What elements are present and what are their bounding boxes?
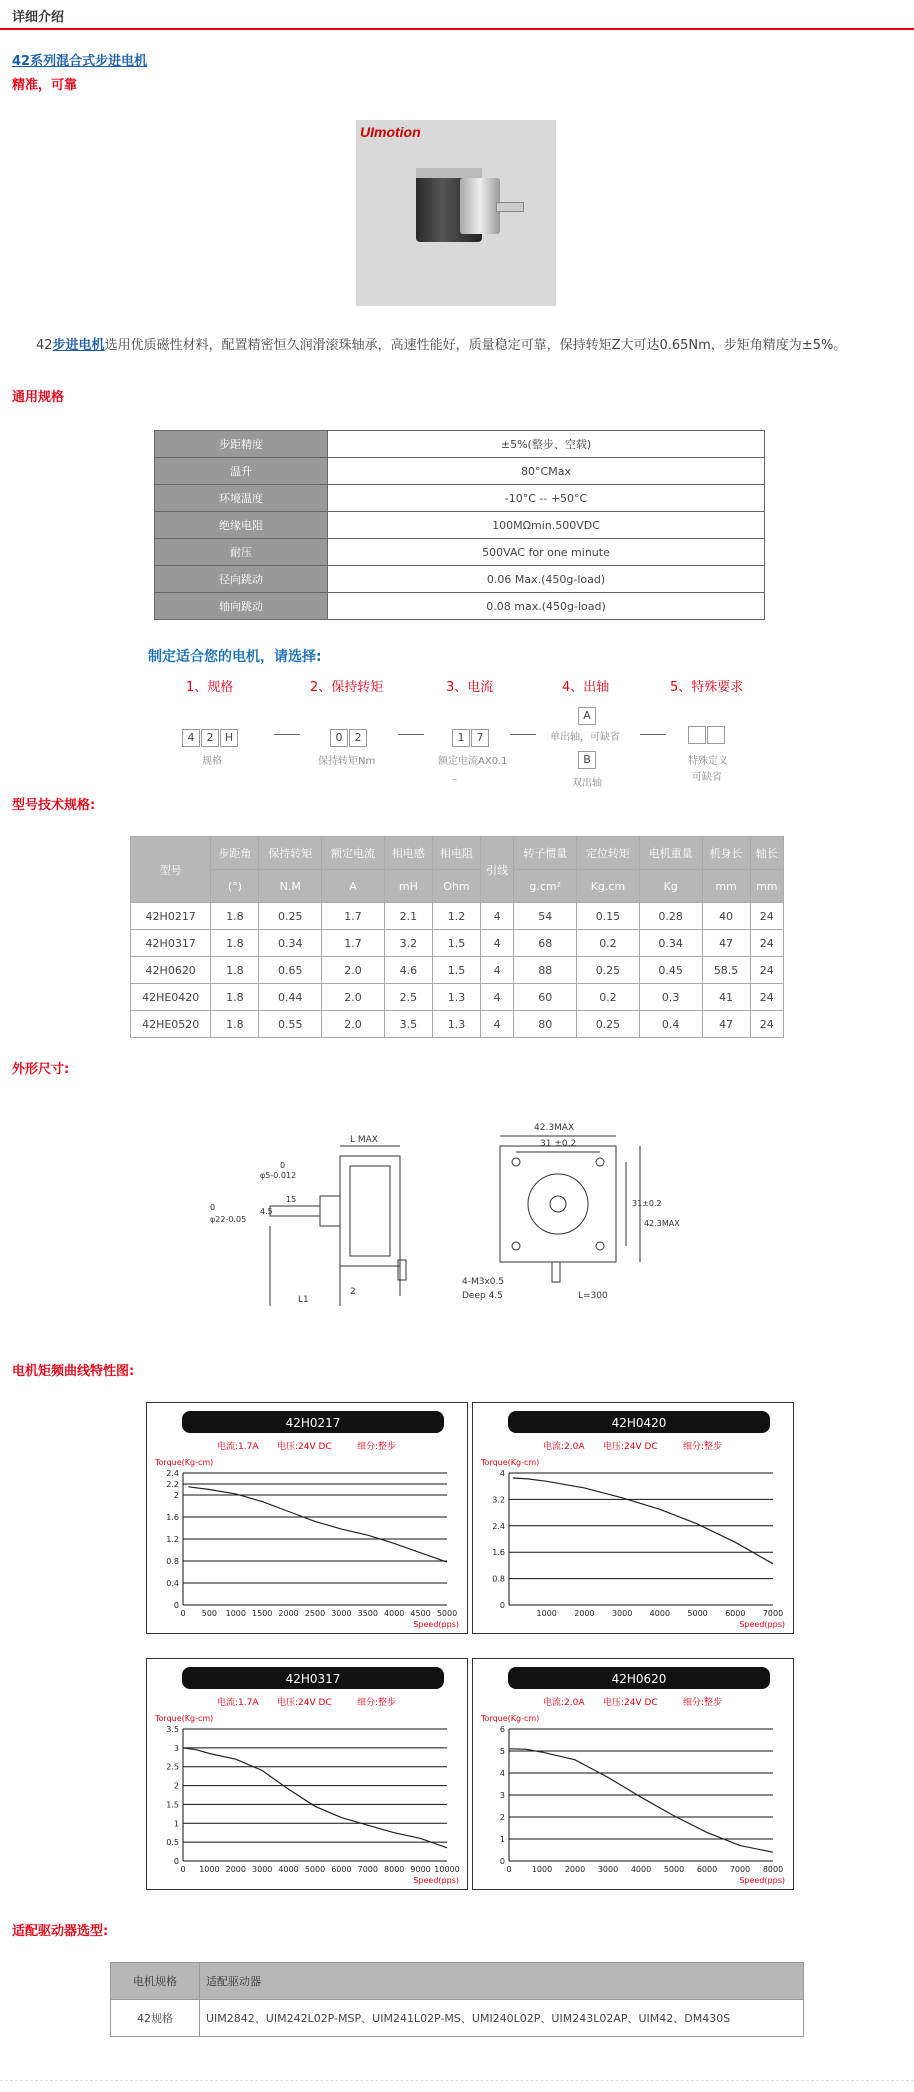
chart-xtick: 5000	[436, 1609, 458, 1618]
chart-xtick: 9000	[410, 1865, 431, 1874]
chart-ytick: 2.4	[492, 1521, 505, 1531]
spec-key: 径向跳动	[155, 566, 328, 593]
model-cell: 0.45	[639, 957, 702, 984]
model-cell: 0.2	[577, 930, 640, 957]
model-row	[131, 984, 784, 1011]
model-cell: 42H0620	[131, 957, 211, 984]
model-col-unit: mm	[750, 870, 783, 903]
side-shaft	[270, 1206, 320, 1216]
chart-ytick: 0	[499, 1857, 505, 1866]
spec-value: -10°C -- +50°C	[328, 485, 765, 512]
spec-row	[155, 566, 765, 593]
model-cell: 24	[750, 930, 783, 957]
chart-xtick: 7000	[357, 1865, 378, 1874]
dim-22-tol: 0	[210, 1203, 216, 1212]
model-spec-heading: 型号技术规格:	[12, 798, 96, 813]
model-cell: 47	[702, 930, 750, 957]
chart-title: 42H0217	[285, 1416, 341, 1430]
label-torque: 保持转矩Nm	[318, 756, 376, 767]
model-col-unit: mm	[702, 870, 750, 903]
chart-info: 电流:1.7A	[217, 1698, 259, 1708]
chart-xtick: 0	[180, 1865, 186, 1874]
chart-title: 42H0317	[285, 1672, 341, 1686]
model-col-unit: Kg.cm	[577, 870, 640, 903]
spec-row	[155, 431, 765, 458]
chart-ytick: 1	[499, 1835, 505, 1844]
chart-xtick: 3500	[357, 1609, 378, 1618]
chart-xtick: 0	[180, 1609, 186, 1618]
dim-lead-length: L=300	[578, 1291, 608, 1301]
chart-xtick: 2000	[278, 1609, 299, 1618]
label-b: 双出轴	[572, 778, 602, 789]
torque-curve	[513, 1478, 773, 1564]
model-cell: 1.5	[432, 957, 480, 984]
chart-xtick: 3000	[252, 1865, 273, 1874]
model-cell: 1.8	[211, 984, 259, 1011]
chart-ytick: 3	[173, 1743, 179, 1753]
dim-l1: L1	[298, 1295, 309, 1305]
section-title: 详细介绍	[12, 10, 65, 25]
model-cell: 40	[702, 903, 750, 930]
model-cell: 0.25	[259, 903, 322, 930]
chart-info: 细分:整步	[683, 1698, 723, 1708]
chart-ytick: 2	[173, 1781, 179, 1791]
desc-text: 选用优质磁性材料，配置精密恒久润滑滚珠轴承，高速性能好，质量稳定可靠，保持转矩Z大可达0.65Nm，步矩角精度为±5%。	[104, 338, 847, 353]
model-col-unit: Ohm	[432, 870, 480, 903]
model-cell: 2.5	[384, 984, 432, 1011]
chart-ytick: 0	[173, 1601, 179, 1610]
model-cell: 24	[750, 984, 783, 1011]
section-header	[0, 0, 914, 30]
model-cell: 3.2	[384, 930, 432, 957]
model-cell: 0.25	[577, 957, 640, 984]
product-image	[356, 120, 556, 306]
model-col-unit: N.M	[259, 870, 322, 903]
code-box: H	[220, 729, 238, 747]
model-cell: 2.1	[384, 903, 432, 930]
model-cell: 0.44	[259, 984, 322, 1011]
dim-depth: Deep 4.5	[462, 1291, 503, 1301]
front-body	[500, 1146, 616, 1262]
chart-ytick: 0.5	[166, 1838, 179, 1848]
model-cell: 42H0217	[131, 903, 211, 930]
code-box: 2	[201, 729, 219, 747]
spec-key: 绝缘电阻	[155, 512, 328, 539]
label-spec: 规格	[202, 756, 222, 767]
chart-info: 电压:24V DC	[603, 1442, 658, 1452]
model-cell: 2.0	[322, 1011, 385, 1038]
chart-xtick: 3000	[331, 1609, 352, 1618]
chart-info: 细分:整步	[357, 1698, 397, 1708]
model-row	[131, 1011, 784, 1038]
spec-row	[155, 512, 765, 539]
model-cell: 42HE0520	[131, 1011, 211, 1038]
model-cell: 0.34	[639, 930, 702, 957]
spec-value: 0.06 Max.(450g-load)	[328, 566, 765, 593]
code-box	[688, 726, 706, 744]
product-description	[36, 334, 906, 353]
model-col-header: 引线	[480, 837, 513, 903]
torque-chart	[146, 1402, 468, 1634]
code-box: 1	[452, 729, 470, 747]
model-col-unit: (°)	[211, 870, 259, 903]
model-col-header: 轴长	[750, 837, 783, 870]
spec-key: 耐压	[155, 539, 328, 566]
model-cell: 24	[750, 1011, 783, 1038]
note-current: –	[452, 774, 457, 785]
chart-xtick: 5000	[304, 1865, 326, 1874]
chart-xtick: 7000	[762, 1609, 784, 1618]
step-special: 5、特殊要求	[670, 680, 744, 695]
dimension-heading: 外形尺寸:	[12, 1062, 70, 1077]
chart-ytick: 3.2	[492, 1495, 505, 1505]
chart-xtick: 1000	[536, 1609, 557, 1618]
model-row	[131, 930, 784, 957]
model-col-header: 型号	[131, 837, 211, 903]
code-box-a	[578, 704, 597, 725]
torque-chart-svg	[147, 1659, 467, 1889]
model-cell: 0.25	[577, 1011, 640, 1038]
dimension-drawing	[210, 1106, 680, 1316]
model-cell: 24	[750, 957, 783, 984]
dim-mount-holes: 4-M3x0.5	[462, 1277, 505, 1287]
chart-title: 42H0620	[611, 1672, 667, 1686]
front-shaft	[550, 1196, 566, 1212]
label-special-a: 特殊定义	[688, 756, 728, 767]
label-special-b: 可缺省	[692, 772, 722, 783]
chart-ytick: 0.8	[166, 1557, 179, 1566]
step-spec: 1、规格	[186, 680, 234, 695]
model-col-header: 电机重量	[639, 837, 702, 870]
model-cell: 24	[750, 903, 783, 930]
motor-shaft	[496, 202, 524, 212]
side-flange	[320, 1196, 340, 1226]
chart-ytick: 6	[499, 1725, 505, 1734]
chart-xtick: 10000	[434, 1865, 460, 1874]
chart-xtick: 0	[506, 1865, 512, 1874]
dim-15: 15	[286, 1195, 297, 1204]
model-cell: 58.5	[702, 957, 750, 984]
separator	[398, 734, 424, 735]
chart-xlabel: Speed(pps)	[413, 1876, 459, 1885]
chart-xtick: 4000	[630, 1865, 652, 1874]
spec-row	[155, 593, 765, 620]
model-cell: 2.0	[322, 984, 385, 1011]
chart-ytick: 5	[499, 1747, 505, 1756]
chart-ylabel: Torque(Kg-cm)	[481, 1714, 540, 1723]
model-cell: 0.15	[577, 903, 640, 930]
code-boxes-spec	[182, 726, 239, 747]
driver-col-spec: 电机规格	[111, 1963, 200, 2000]
chart-xtick: 7000	[729, 1865, 751, 1874]
code-box: 2	[349, 729, 367, 747]
driver-spec: 42规格	[111, 2000, 200, 2037]
model-row	[131, 957, 784, 984]
model-cell: 54	[514, 903, 577, 930]
code-box: A	[578, 707, 596, 725]
model-col-unit: mH	[384, 870, 432, 903]
model-cell: 4	[480, 930, 513, 957]
code-boxes-current	[452, 726, 490, 747]
torque-chart-svg	[473, 1659, 793, 1889]
chart-xtick: 2000	[564, 1865, 586, 1874]
model-spec-table	[130, 836, 784, 1038]
chart-ytick: 4	[499, 1769, 505, 1778]
chart-ytick: 0.4	[166, 1579, 179, 1588]
model-col-header: 相电阻	[432, 837, 480, 870]
model-col-header: 相电感	[384, 837, 432, 870]
ordering-heading: 制定适合您的电机，请选择:	[148, 649, 322, 665]
step-torque: 2、保持转矩	[310, 680, 384, 695]
model-col-header: 转子惯量	[514, 837, 577, 870]
chart-info: 电压:24V DC	[277, 1442, 332, 1452]
chart-info: 电压:24V DC	[277, 1698, 332, 1708]
model-cell: 1.8	[211, 903, 259, 930]
chart-title: 42H0420	[611, 1416, 667, 1430]
spec-value: 80°CMax	[328, 458, 765, 485]
spec-key: 温升	[155, 458, 328, 485]
chart-xtick: 5000	[663, 1865, 685, 1874]
model-cell: 2.0	[322, 957, 385, 984]
label-current: 额定电流AX0.1	[438, 756, 508, 767]
motor-flange	[460, 178, 500, 234]
chart-ytick: 1.5	[166, 1800, 179, 1810]
dim-lmax: L MAX	[350, 1135, 378, 1145]
model-cell: 60	[514, 984, 577, 1011]
spec-key: 步距精度	[155, 431, 328, 458]
chart-ytick: 0	[173, 1857, 179, 1866]
model-cell: 1.7	[322, 903, 385, 930]
step-shaft: 4、出轴	[562, 680, 610, 695]
spec-row	[155, 458, 765, 485]
drivers-heading: 适配驱动器选型:	[12, 1924, 109, 1939]
chart-xtick: 2500	[304, 1609, 326, 1618]
model-cell: 0.28	[639, 903, 702, 930]
code-box: B	[578, 751, 596, 769]
model-cell: 1.7	[322, 930, 385, 957]
dim-22-dia: φ22-0.05	[210, 1215, 247, 1224]
model-cell: 1.8	[211, 930, 259, 957]
label-a: 单出轴，可缺省	[550, 732, 620, 743]
model-cell: 88	[514, 957, 577, 984]
model-cell: 4	[480, 957, 513, 984]
chart-info: 细分:整步	[683, 1442, 723, 1452]
spec-key: 环境温度	[155, 485, 328, 512]
chart-ytick: 0.8	[492, 1574, 505, 1584]
chart-xtick: 500	[201, 1609, 218, 1618]
chart-ytick: 1.2	[166, 1535, 179, 1544]
driver-table	[110, 1962, 804, 2037]
code-box	[707, 726, 725, 744]
chart-ylabel: Torque(Kg-cm)	[481, 1458, 540, 1467]
dim-shaft-dia: φ5-0.012	[260, 1171, 297, 1180]
torque-chart	[472, 1402, 794, 1634]
chart-xtick: 1000	[199, 1865, 220, 1874]
chart-ytick: 2	[499, 1813, 505, 1822]
chart-xlabel: Speed(pps)	[739, 1876, 785, 1885]
chart-xtick: 1500	[252, 1609, 273, 1618]
driver-list: UIM2842、UIM242L02P-MSP、UIM241L02P-MS、UMI240L02P、UIM243L02AP、UIM42、DM430S	[200, 2000, 804, 2037]
model-col-unit: Kg	[639, 870, 702, 903]
torque-chart-svg	[147, 1403, 467, 1633]
chart-xtick: 8000	[762, 1865, 784, 1874]
model-col-header: 定位转矩	[577, 837, 640, 870]
model-cell: 3.5	[384, 1011, 432, 1038]
chart-xtick: 4000	[649, 1609, 671, 1618]
separator	[640, 734, 666, 735]
torque-chart	[472, 1658, 794, 1890]
chart-xtick: 1000	[531, 1865, 553, 1874]
spec-value: 0.08 max.(450g-load)	[328, 593, 765, 620]
model-cell: 80	[514, 1011, 577, 1038]
chart-info: 电流:2.0A	[543, 1698, 585, 1708]
chart-ytick: 2	[173, 1491, 179, 1500]
chart-ytick: 3.5	[166, 1725, 179, 1734]
motor-cap	[416, 168, 482, 178]
model-cell: 4.6	[384, 957, 432, 984]
dim-45: 4.5	[260, 1207, 273, 1216]
torque-curve	[509, 1749, 773, 1852]
general-spec-heading: 通用规格	[12, 390, 65, 405]
model-cell: 4	[480, 903, 513, 930]
model-cell: 1.2	[432, 903, 480, 930]
model-cell: 4	[480, 984, 513, 1011]
chart-xtick: 4500	[410, 1609, 431, 1618]
general-spec-table	[154, 430, 765, 620]
code-box: 7	[471, 729, 489, 747]
chart-ytick: 1.6	[166, 1513, 179, 1522]
chart-ytick: 2.2	[166, 1480, 179, 1489]
model-cell: 1.8	[211, 1011, 259, 1038]
dim-2: 2	[350, 1287, 356, 1297]
spec-key: 轴向跳动	[155, 593, 328, 620]
front-boss	[528, 1174, 588, 1234]
product-subtitle: 精准，可靠	[12, 78, 78, 93]
spec-row	[155, 539, 765, 566]
step-current: 3、电流	[446, 680, 494, 695]
chart-xtick: 3000	[597, 1865, 619, 1874]
model-col-header: 额定电流	[322, 837, 385, 870]
side-body-inner	[350, 1166, 390, 1256]
chart-xtick: 8000	[384, 1865, 405, 1874]
chart-ytick: 1.6	[492, 1548, 505, 1558]
code-box: 0	[330, 729, 348, 747]
dim-hole-vertical: 31±0.2	[632, 1199, 662, 1208]
chart-info: 电压:24V DC	[603, 1698, 658, 1708]
model-cell: 1.3	[432, 984, 480, 1011]
chart-xtick: 6000	[696, 1865, 718, 1874]
model-cell: 1.3	[432, 1011, 480, 1038]
chart-xtick: 2000	[225, 1865, 246, 1874]
chart-ytick: 4	[499, 1469, 505, 1478]
chart-info: 电流:2.0A	[543, 1442, 585, 1452]
separator	[274, 734, 300, 735]
model-col-header: 步距角	[211, 837, 259, 870]
spec-row	[155, 485, 765, 512]
chart-xlabel: Speed(pps)	[739, 1620, 785, 1629]
driver-col-list: 适配驱动器	[200, 1963, 804, 2000]
spec-value: ±5%(整步、空载)	[328, 431, 765, 458]
model-col-unit: g.cm²	[514, 870, 577, 903]
model-cell: 4	[480, 1011, 513, 1038]
model-cell: 0.55	[259, 1011, 322, 1038]
model-cell: 1.5	[432, 930, 480, 957]
model-cell: 0.4	[639, 1011, 702, 1038]
desc-prefix: 42	[36, 338, 53, 353]
dim-hole-spacing: 31 ±0.2	[540, 1139, 577, 1149]
torque-curve	[183, 1748, 447, 1848]
model-cell: 42H0317	[131, 930, 211, 957]
chart-info: 电流:1.7A	[217, 1442, 259, 1452]
torque-curve	[188, 1487, 447, 1562]
chart-ytick: 2.4	[166, 1469, 179, 1478]
model-col-header: 保持转矩	[259, 837, 322, 870]
chart-ylabel: Torque(Kg-cm)	[155, 1714, 214, 1723]
chart-xtick: 2000	[574, 1609, 595, 1618]
dim-shaft-tol: 0	[280, 1161, 286, 1170]
torque-chart-svg	[473, 1403, 793, 1633]
model-cell: 0.34	[259, 930, 322, 957]
chart-xtick: 4000	[384, 1609, 405, 1618]
model-col-unit: A	[322, 870, 385, 903]
chart-xtick: 5000	[687, 1609, 708, 1618]
model-cell: 0.2	[577, 984, 640, 1011]
chart-xtick: 6000	[725, 1609, 746, 1618]
model-cell: 0.3	[639, 984, 702, 1011]
chart-xtick: 4000	[278, 1865, 299, 1874]
model-cell: 47	[702, 1011, 750, 1038]
model-cell: 1.8	[211, 957, 259, 984]
model-cell: 0.65	[259, 957, 322, 984]
code-boxes-special	[688, 726, 726, 748]
chart-ytick: 0	[499, 1601, 505, 1610]
chart-ytick: 3	[499, 1791, 505, 1800]
chart-xtick: 1000	[225, 1609, 246, 1618]
code-boxes-torque	[330, 726, 368, 747]
code-box: 4	[182, 729, 200, 747]
chart-ytick: 2.5	[166, 1762, 179, 1772]
torque-chart	[146, 1658, 468, 1890]
product-title-link[interactable]: 42系列混合式步进电机	[12, 54, 148, 69]
chart-ylabel: Torque(Kg-cm)	[155, 1458, 214, 1467]
chart-info: 细分:整步	[357, 1442, 397, 1452]
curves-heading: 电机矩频曲线特性图:	[12, 1364, 135, 1379]
dim-width-max: 42.3MAX	[534, 1123, 575, 1133]
model-cell: 42HE0420	[131, 984, 211, 1011]
stepper-motor-link[interactable]: 步进电机	[52, 338, 105, 353]
model-cell: 68	[514, 930, 577, 957]
brand-logo: UImotion	[360, 124, 421, 140]
chart-xtick: 6000	[331, 1865, 352, 1874]
side-body	[340, 1156, 400, 1266]
separator	[510, 734, 536, 735]
chart-xlabel: Speed(pps)	[413, 1620, 459, 1629]
model-col-header: 机身长	[702, 837, 750, 870]
spec-value: 100MΩmin.500VDC	[328, 512, 765, 539]
footer-divider	[0, 2080, 914, 2081]
model-row	[131, 903, 784, 930]
chart-xtick: 3000	[611, 1609, 633, 1618]
spec-value: 500VAC for one minute	[328, 539, 765, 566]
model-cell: 41	[702, 984, 750, 1011]
dim-height-max: 42.3MAX	[644, 1219, 680, 1228]
chart-ytick: 1	[173, 1819, 179, 1829]
code-box-b	[578, 748, 597, 769]
